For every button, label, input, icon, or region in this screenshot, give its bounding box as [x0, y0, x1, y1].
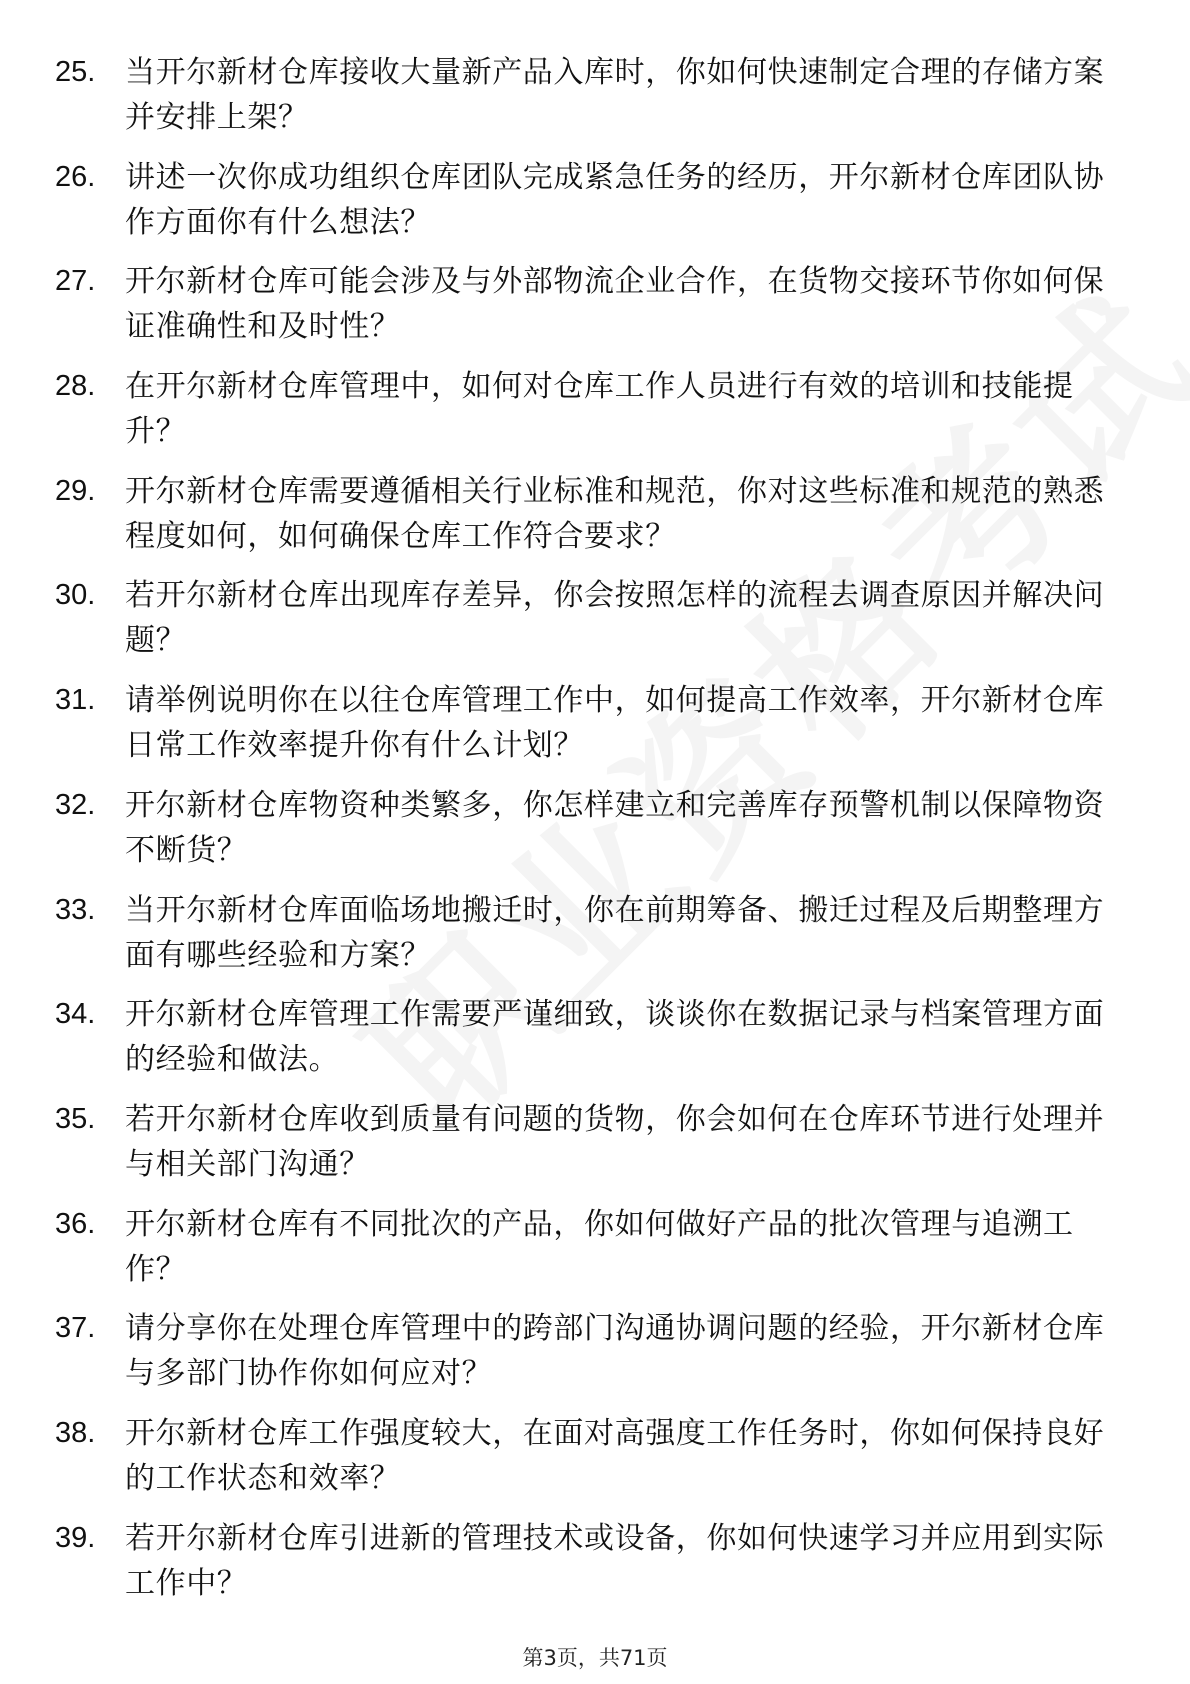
question-item: [0, 469, 1190, 574]
question-text: 请举例说明你在以往仓库管理工作中，如何提高工作效率，开尔新材仓库日常工作效率提升你有什么计划？: [125, 683, 1105, 764]
question-list: [0, 50, 1190, 1620]
question-text: 若开尔新材仓库引进新的管理技术或设备，你如何快速学习并应用到实际工作中？: [125, 1520, 1105, 1601]
question-number: 28.: [55, 370, 96, 403]
question-number: 36.: [55, 1207, 96, 1240]
question-item: [0, 992, 1190, 1097]
question-item: [0, 1202, 1190, 1307]
question-text: 开尔新材仓库工作强度较大，在面对高强度工作任务时，你如何保持良好的工作状态和效率？: [125, 1415, 1105, 1496]
question-item: [0, 50, 1190, 155]
question-number: 39.: [55, 1521, 96, 1554]
question-item: [0, 1411, 1190, 1516]
question-number: 32.: [55, 788, 96, 821]
question-number: 35.: [55, 1102, 96, 1135]
question-text: 开尔新材仓库管理工作需要严谨细致，谈谈你在数据记录与档案管理方面的经验和做法。: [125, 997, 1105, 1078]
question-text: 当开尔新材仓库面临场地搬迁时，你在前期筹备、搬迁过程及后期整理方面有哪些经验和方案？: [125, 892, 1105, 973]
question-item: [0, 678, 1190, 783]
question-text: 开尔新材仓库物资种类繁多，你怎样建立和完善库存预警机制以保障物资不断货？: [125, 787, 1105, 868]
question-item: [0, 888, 1190, 993]
question-number: 30.: [55, 579, 96, 612]
question-text: 在开尔新材仓库管理中，如何对仓库工作人员进行有效的培训和技能提升？: [125, 369, 1074, 450]
question-number: 26.: [55, 160, 96, 193]
question-item: [0, 783, 1190, 888]
question-number: 33.: [55, 893, 96, 926]
question-number: 38.: [55, 1416, 96, 1449]
question-text: 开尔新材仓库需要遵循相关行业标准和规范，你对这些标准和规范的熟悉程度如何，如何确保仓库工作符合要求？: [125, 473, 1105, 554]
question-item: [0, 1097, 1190, 1202]
question-text: 若开尔新材仓库出现库存差异，你会按照怎样的流程去调查原因并解决问题？: [125, 578, 1105, 659]
question-number: 29.: [55, 474, 96, 507]
question-text: 开尔新材仓库有不同批次的产品，你如何做好产品的批次管理与追溯工作？: [125, 1206, 1074, 1287]
question-text: 当开尔新材仓库接收大量新产品入库时，你如何快速制定合理的存储方案并安排上架？: [125, 55, 1105, 135]
question-item: [0, 155, 1190, 260]
question-item: [0, 259, 1190, 364]
question-item: [0, 573, 1190, 678]
question-item: [0, 1516, 1190, 1621]
question-number: 31.: [55, 684, 96, 717]
question-text: 讲述一次你成功组织仓库团队完成紧急任务的经历，开尔新材仓库团队协作方面你有什么想法？: [125, 159, 1105, 240]
question-text: 请分享你在处理仓库管理中的跨部门沟通协调问题的经验，开尔新材仓库与多部门协作你如何应对？: [125, 1311, 1105, 1392]
page-footer: [0, 1642, 1190, 1672]
question-number: 37.: [55, 1312, 96, 1345]
question-number: 27.: [55, 265, 96, 298]
question-text: 若开尔新材仓库收到质量有问题的货物，你会如何在仓库环节进行处理并与相关部门沟通？: [125, 1101, 1105, 1182]
question-item: [0, 364, 1190, 469]
question-text: 开尔新材仓库可能会涉及与外部物流企业合作，在货物交接环节你如何保证准确性和及时性？: [125, 264, 1105, 345]
question-number: 25.: [55, 56, 96, 88]
question-item: [0, 1306, 1190, 1411]
question-number: 34.: [55, 998, 96, 1031]
page-number-label: 第3页，共71页: [522, 1646, 668, 1670]
